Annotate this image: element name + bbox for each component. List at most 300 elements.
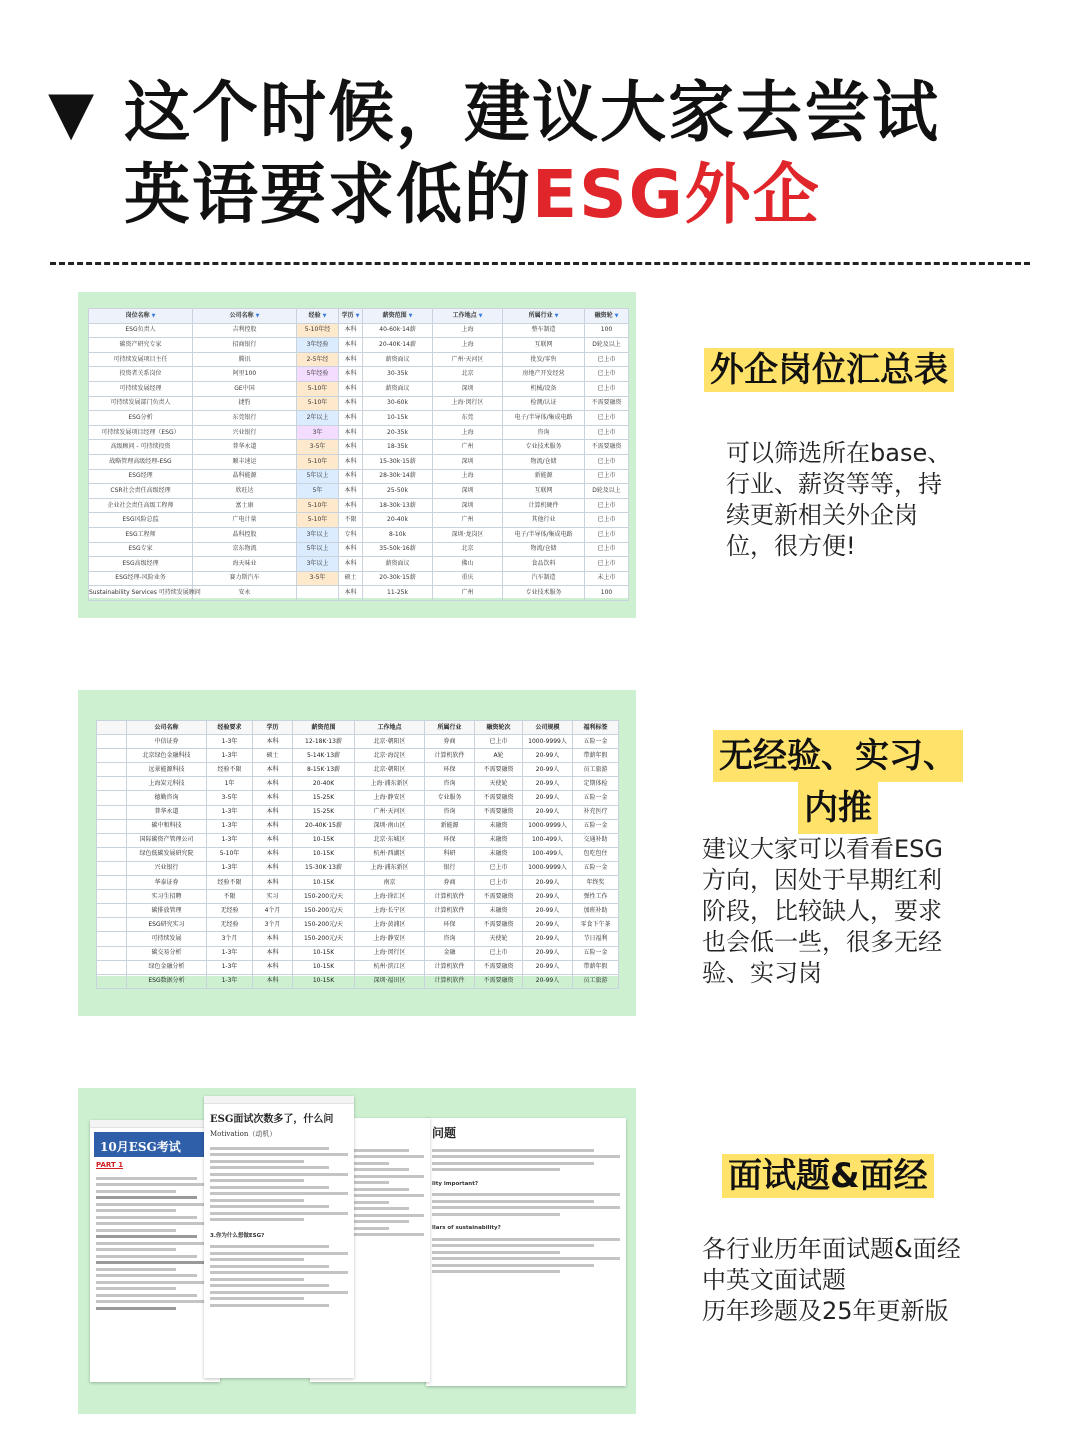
table-row (97, 861, 619, 875)
table-cell: 北京·朝阳区 (355, 763, 425, 777)
table-cell: 实习生招聘 (127, 890, 207, 904)
table-cell: 20-99人 (523, 749, 573, 763)
table-cell: 已上市 (585, 498, 629, 513)
table-cell: 杭州·滨江区 (355, 960, 425, 974)
table-row (89, 586, 629, 601)
table-cell: 佛山 (433, 557, 503, 572)
table-cell: ESG风险总监 (89, 513, 193, 528)
table-cell: 专业技术服务 (503, 586, 585, 601)
filter-icon[interactable]: ▼ (554, 312, 559, 319)
column-header[interactable]: 薪资范围 (293, 721, 355, 735)
table-cell: 20-99人 (523, 763, 573, 777)
table-cell: 环保 (425, 763, 475, 777)
table-cell: 未融资 (475, 819, 523, 833)
table-cell: 20-40K·14薪 (363, 338, 433, 353)
table-cell: 100-499人 (523, 847, 573, 861)
column-header[interactable]: 工作地点 (355, 721, 425, 735)
table-cell: 1-3年 (207, 974, 253, 988)
table-cell: 上海·静安区 (355, 932, 425, 946)
table-cell: 上海·闵行区 (433, 396, 503, 411)
table-cell (97, 861, 127, 875)
table-cell: 20-30k·15薪 (363, 571, 433, 586)
table-cell: 3-5年 (207, 791, 253, 805)
filter-icon[interactable]: ▼ (355, 312, 360, 319)
table-cell: 广州 (433, 586, 503, 601)
table-cell: 可持续发展项目经理（ESG） (89, 425, 193, 440)
table-cell: 东莞 (433, 411, 503, 426)
table-row (97, 805, 619, 819)
table-cell: 华泰证券 (127, 876, 207, 890)
table-cell: 兴业银行 (193, 425, 297, 440)
column-header[interactable]: 融资轮 ▼ (585, 309, 629, 324)
table-cell: 本科 (253, 861, 293, 875)
table-row (97, 946, 619, 960)
table-cell: 未融资 (475, 847, 523, 861)
column-header[interactable] (97, 721, 127, 735)
table-cell: 1000-9999人 (523, 819, 573, 833)
table-cell: 天使轮 (475, 777, 523, 791)
table-cell (97, 847, 127, 861)
table-cell: 35-50k·16薪 (363, 542, 433, 557)
table-cell: 20-99人 (523, 890, 573, 904)
table-cell: 科研 (425, 847, 475, 861)
table-cell: 3年 (297, 425, 339, 440)
table-cell: 5年 (297, 484, 339, 499)
table-cell: 上海 (433, 338, 503, 353)
filter-icon[interactable]: ▼ (408, 312, 413, 319)
table-cell: 节日福利 (573, 932, 619, 946)
exam-doc-page (90, 1120, 220, 1382)
table-cell (97, 904, 127, 918)
table-cell: 五险一金 (573, 946, 619, 960)
table-cell: 战略管理高级经理-ESG (89, 454, 193, 469)
table-cell (97, 777, 127, 791)
table-cell: 深圳 (433, 498, 503, 513)
column-header[interactable]: 经验 ▼ (297, 309, 339, 324)
table-cell: 5年以上 (297, 469, 339, 484)
column-header[interactable]: 所属行业 ▼ (503, 309, 585, 324)
table-cell: 咨询 (425, 805, 475, 819)
doc-title: 10月ESG考试 (94, 1132, 216, 1157)
table-cell: 加班补助 (573, 904, 619, 918)
table-row (89, 513, 629, 528)
table-cell: 3年经验 (297, 338, 339, 353)
table-cell: 补充医疗 (573, 805, 619, 819)
table-cell: 100 (585, 586, 629, 601)
table-cell: 150-200元/天 (293, 904, 355, 918)
table-cell: 机械/设备 (503, 381, 585, 396)
table-cell: ESG研究实习 (127, 918, 207, 932)
table-cell: 不需要融资 (475, 918, 523, 932)
table-row (89, 571, 629, 586)
table-cell (97, 946, 127, 960)
table-cell: 上海 (433, 469, 503, 484)
table-cell: 金融 (425, 946, 475, 960)
table-cell: 上海·浦东新区 (355, 861, 425, 875)
table-row (97, 777, 619, 791)
table-cell (97, 749, 127, 763)
table-cell: 已上市 (475, 946, 523, 960)
table-cell: 不需要融资 (585, 396, 629, 411)
table-cell: 3个月 (207, 932, 253, 946)
table-cell: 已上市 (585, 425, 629, 440)
table-cell: 20-40K·15薪 (293, 819, 355, 833)
section-2-description: 建议大家可以看看ESG 方向，因处于早期红利 阶段，比较缺人，要求 也会低一些，很多无经 验、实习岗 (702, 835, 943, 987)
table-cell: 北京·海淀区 (355, 749, 425, 763)
table-cell: 20-99人 (523, 918, 573, 932)
table-cell: 薪资面议 (363, 381, 433, 396)
table-cell: 新能源 (503, 469, 585, 484)
table-cell: 年终奖 (573, 876, 619, 890)
column-header[interactable]: 公司规模 (523, 721, 573, 735)
table-cell: 本科 (339, 396, 363, 411)
table-cell: ESG分析 (89, 411, 193, 426)
table-cell: ESG数据分析 (127, 974, 207, 988)
table-cell: 1-3年 (207, 805, 253, 819)
table-cell: 专业服务 (425, 791, 475, 805)
filter-icon[interactable]: ▼ (322, 312, 327, 319)
table-cell: 本科 (339, 542, 363, 557)
table-cell: 3年以上 (297, 527, 339, 542)
table-cell: ESG负责人 (89, 323, 193, 338)
column-header[interactable]: 岗位名称 ▼ (89, 309, 193, 324)
table-cell: 已上市 (585, 367, 629, 382)
table-cell: 20-40k (363, 513, 433, 528)
table-cell: 5-10年 (297, 454, 339, 469)
table-cell: 已上市 (475, 735, 523, 749)
table-cell: 本科 (253, 960, 293, 974)
table-cell: 南京 (355, 876, 425, 890)
table-cell: 京东物流 (193, 542, 297, 557)
table-row (97, 763, 619, 777)
table-cell: 投资者关系岗位 (89, 367, 193, 382)
table-cell: 无经验 (207, 904, 253, 918)
table-cell: 腾讯 (193, 352, 297, 367)
table-cell: 银行 (425, 861, 475, 875)
table-cell: 已上市 (475, 876, 523, 890)
table-cell: 20-99人 (523, 946, 573, 960)
table-cell: 经验不限 (207, 763, 253, 777)
table-cell (97, 932, 127, 946)
table-row (97, 960, 619, 974)
table-cell: 本科 (253, 763, 293, 777)
table-cell: 1-3年 (207, 749, 253, 763)
table-cell: 晶科控股 (193, 527, 297, 542)
table-cell: 5-10年经 (297, 323, 339, 338)
table-cell: 本科 (253, 819, 293, 833)
table-cell: 富士康 (193, 498, 297, 513)
table-cell: 3-5年 (297, 440, 339, 455)
table-cell: 150-200元/天 (293, 918, 355, 932)
table-cell: 食品饮料 (503, 557, 585, 572)
table-cell: 深圳·龙岗区 (433, 527, 503, 542)
table-cell: 1-3年 (207, 946, 253, 960)
table-cell: 1000-9999人 (523, 861, 573, 875)
column-header[interactable]: 公司名称 ▼ (193, 309, 297, 324)
dashed-divider (50, 262, 1030, 265)
table-row (89, 323, 629, 338)
table-cell: 欣旺达 (193, 484, 297, 499)
table-cell: 本科 (253, 974, 293, 988)
column-header[interactable]: 学历 (253, 721, 293, 735)
table-cell: 券商 (425, 735, 475, 749)
table-cell: 10-15K (293, 960, 355, 974)
table-cell: 碳中和科技 (127, 819, 207, 833)
page-title (48, 72, 1048, 236)
table-cell: 广州 (433, 513, 503, 528)
table-cell: 带薪年假 (573, 749, 619, 763)
table-cell: 广电计量 (193, 513, 297, 528)
doc-question: llars of sustainability? (432, 1225, 501, 1231)
table-cell: 检测/认证 (503, 396, 585, 411)
interview-doc-page (204, 1096, 354, 1378)
table-cell: 绿色低碳发展研究院 (127, 847, 207, 861)
table-cell: 5年经验 (297, 367, 339, 382)
table-cell: 深圳 (433, 484, 503, 499)
table-cell (97, 890, 127, 904)
table-cell (97, 918, 127, 932)
table-cell: 8-10k (363, 527, 433, 542)
table-cell: 包吃包住 (573, 847, 619, 861)
table-cell: 已上市 (585, 469, 629, 484)
table-cell: 3年以上 (297, 557, 339, 572)
table-cell: 券商 (425, 876, 475, 890)
table-cell: 员工旅游 (573, 974, 619, 988)
table-cell (97, 805, 127, 819)
doc-title: ESG面试次数多了，什么问 (210, 1114, 334, 1125)
table-cell: 本科 (253, 932, 293, 946)
table-cell: 零食下午茶 (573, 918, 619, 932)
table-cell: 150-200元/天 (293, 890, 355, 904)
column-header[interactable]: 工作地点 ▼ (433, 309, 503, 324)
table-row (89, 527, 629, 542)
table-cell: 北京·朝阳区 (355, 735, 425, 749)
table-cell: 远景能源科技 (127, 763, 207, 777)
table-cell: 咨询 (425, 932, 475, 946)
column-header[interactable]: 所属行业 (425, 721, 475, 735)
column-header[interactable]: 融资轮次 (475, 721, 523, 735)
doc-toolbar (204, 1096, 354, 1104)
table-row (97, 876, 619, 890)
table-cell: 其他行业 (503, 513, 585, 528)
table-cell: 碳交易分析 (127, 946, 207, 960)
table-row (97, 749, 619, 763)
table-cell: 北京·东城区 (355, 833, 425, 847)
table-cell: 晶科能源 (193, 469, 297, 484)
table-row (89, 469, 629, 484)
table-cell: 不需要融资 (475, 791, 523, 805)
table-cell: 未上市 (585, 571, 629, 586)
table-cell: 深圳 (433, 381, 503, 396)
section-2-label: 无经验、实习、 内推 (708, 730, 968, 834)
table-cell: 未融资 (475, 833, 523, 847)
table-cell: 5-10年 (297, 396, 339, 411)
table-cell: 互联网 (503, 338, 585, 353)
table-cell: 不需要融资 (585, 440, 629, 455)
table-cell: 不需要融资 (475, 890, 523, 904)
table-cell: 五险一金 (573, 791, 619, 805)
table-cell: 20-99人 (523, 876, 573, 890)
table-cell: 国际碳资产管理公司 (127, 833, 207, 847)
table-cell: 计算机软件 (425, 749, 475, 763)
section-3-label: 面试题&面经 (722, 1148, 934, 1197)
table-cell: 28-30k·14薪 (363, 469, 433, 484)
table-cell: 本科 (339, 498, 363, 513)
table-cell (297, 586, 339, 601)
table-cell: 咨询 (425, 777, 475, 791)
table-cell: 薪资面议 (363, 352, 433, 367)
filter-icon[interactable]: ▼ (614, 312, 619, 319)
table-cell: D轮及以上 (585, 484, 629, 499)
table-cell: 可持续发展项目主任 (89, 352, 193, 367)
table-cell: 北京绿色金融科技 (127, 749, 207, 763)
column-header[interactable]: 学历 ▼ (339, 309, 363, 324)
table-cell: 环保 (425, 833, 475, 847)
table-cell (97, 791, 127, 805)
table-cell: 可持续发展经理 (89, 381, 193, 396)
table-cell: 电子/半导体/集成电路 (503, 411, 585, 426)
table-cell: 薪资面议 (363, 557, 433, 572)
table-cell: 10-15K (293, 833, 355, 847)
section-1-description: 可以筛选所在base、 行业、薪资等等，持 续更新相关外企岗 位，很方便! (726, 439, 952, 560)
column-header[interactable]: 公司名称 (127, 721, 207, 735)
table-cell: 5年以上 (297, 542, 339, 557)
filter-icon[interactable]: ▼ (478, 312, 483, 319)
table-cell: 10-15K (293, 876, 355, 890)
table-cell: 20-35k (363, 425, 433, 440)
table-cell: 计算机硬件 (503, 498, 585, 513)
table-row (89, 411, 629, 426)
table-cell: 本科 (339, 440, 363, 455)
table-cell: 100 (585, 323, 629, 338)
table-cell: 1000-9999人 (523, 735, 573, 749)
table-cell: 杭州·西湖区 (355, 847, 425, 861)
table-cell: 已上市 (585, 527, 629, 542)
table-row (89, 381, 629, 396)
doc-question: lity important? (432, 1180, 479, 1187)
table-cell: 已上市 (585, 352, 629, 367)
table-cell: 定期体检 (573, 777, 619, 791)
table-cell (97, 735, 127, 749)
table-cell: 企业社会责任高级工程师 (89, 498, 193, 513)
table-cell: 15-30K·13薪 (293, 861, 355, 875)
column-header[interactable]: 薪资范围 ▼ (363, 309, 433, 324)
table-cell: 招商银行 (193, 338, 297, 353)
table-cell: 无经验 (207, 918, 253, 932)
title-line-1: 这个时候，建议大家去尝试 (124, 74, 940, 151)
table-cell: 已上市 (585, 542, 629, 557)
filter-icon[interactable]: ▼ (151, 312, 156, 319)
section-3-description: 各行业历年面试题&面经 中英文面试题 历年珍题及25年更新版 (702, 1235, 961, 1325)
table-cell: 本科 (253, 791, 293, 805)
table-cell: D轮及以上 (585, 338, 629, 353)
table-cell: 赛力斯汽车 (193, 571, 297, 586)
table-row (89, 352, 629, 367)
table-row (97, 735, 619, 749)
table-cell: 本科 (339, 484, 363, 499)
table-cell: 30-60k (363, 396, 433, 411)
section-1-label: 外企岗位汇总表 (704, 342, 954, 391)
table-cell: 海天味业 (193, 557, 297, 572)
table-cell: CSR社会责任高级经理 (89, 484, 193, 499)
table-cell: 已上市 (585, 381, 629, 396)
table-cell: 五险一金 (573, 861, 619, 875)
table-cell: 20-99人 (523, 904, 573, 918)
table-cell: 专业技术服务 (503, 440, 585, 455)
table-cell: 深圳·福田区 (355, 974, 425, 988)
table-cell: 本科 (253, 876, 293, 890)
table-cell: 1-3年 (207, 735, 253, 749)
table-cell: 本科 (339, 367, 363, 382)
table-cell: 4个月 (253, 904, 293, 918)
table-cell: 本科 (253, 735, 293, 749)
internship-table (96, 720, 619, 989)
table-cell: 计算机软件 (425, 960, 475, 974)
table-cell: 重庆 (433, 571, 503, 586)
table-row (89, 557, 629, 572)
table-cell: 广州 (433, 440, 503, 455)
table-cell: 20-99人 (523, 777, 573, 791)
table-cell: 1-3年 (207, 833, 253, 847)
table-cell: 本科 (339, 352, 363, 367)
table-cell: 不限 (207, 890, 253, 904)
table-cell: 已上市 (585, 411, 629, 426)
table-cell: 2-5年经 (297, 352, 339, 367)
table-cell (97, 876, 127, 890)
table-cell: 新能源 (425, 819, 475, 833)
table-row (89, 367, 629, 382)
table-cell: 吉利控股 (193, 323, 297, 338)
table-cell: 深圳 (433, 454, 503, 469)
table-cell: 普华永道 (193, 440, 297, 455)
table-cell: 上海·长宁区 (355, 904, 425, 918)
table-cell: 5-10年 (207, 847, 253, 861)
table-cell: 可持续发展 (127, 932, 207, 946)
table-cell: 5-10年 (297, 513, 339, 528)
table-row (97, 904, 619, 918)
table-cell: 11-25k (363, 586, 433, 601)
doc-toolbar (90, 1120, 220, 1128)
english-doc-page (426, 1118, 626, 1386)
column-header[interactable]: 经验要求 (207, 721, 253, 735)
table-cell: 兴业银行 (127, 861, 207, 875)
spreadsheet (96, 720, 618, 985)
table-cell: 20-99人 (523, 805, 573, 819)
table-cell: 天使轮 (475, 932, 523, 946)
table-cell: GE中国 (193, 381, 297, 396)
table-cell: 高级顾问 - 可持续投资 (89, 440, 193, 455)
table-cell: 不需要融资 (475, 974, 523, 988)
table-cell: 深圳·南山区 (355, 819, 425, 833)
table-cell: A轮 (475, 749, 523, 763)
table-cell: 碳资产研究专家 (89, 338, 193, 353)
doc-title: 问题 (432, 1126, 457, 1140)
table-cell: 15-25K (293, 791, 355, 805)
table-cell: 本科 (339, 469, 363, 484)
table-row (89, 542, 629, 557)
interview-docs-screenshot (78, 1088, 636, 1414)
table-cell: 1-3年 (207, 861, 253, 875)
table-cell: 顺丰速运 (193, 454, 297, 469)
table-cell: 员工旅游 (573, 763, 619, 777)
table-cell: 已上市 (585, 454, 629, 469)
doc-part-label: PART 1 (96, 1161, 124, 1169)
column-header[interactable]: 福利标签 (573, 721, 619, 735)
table-cell: ESG高级经理 (89, 557, 193, 572)
table-cell: 本科 (339, 557, 363, 572)
table-cell: 10-15K (293, 847, 355, 861)
filter-icon[interactable]: ▼ (255, 312, 260, 319)
